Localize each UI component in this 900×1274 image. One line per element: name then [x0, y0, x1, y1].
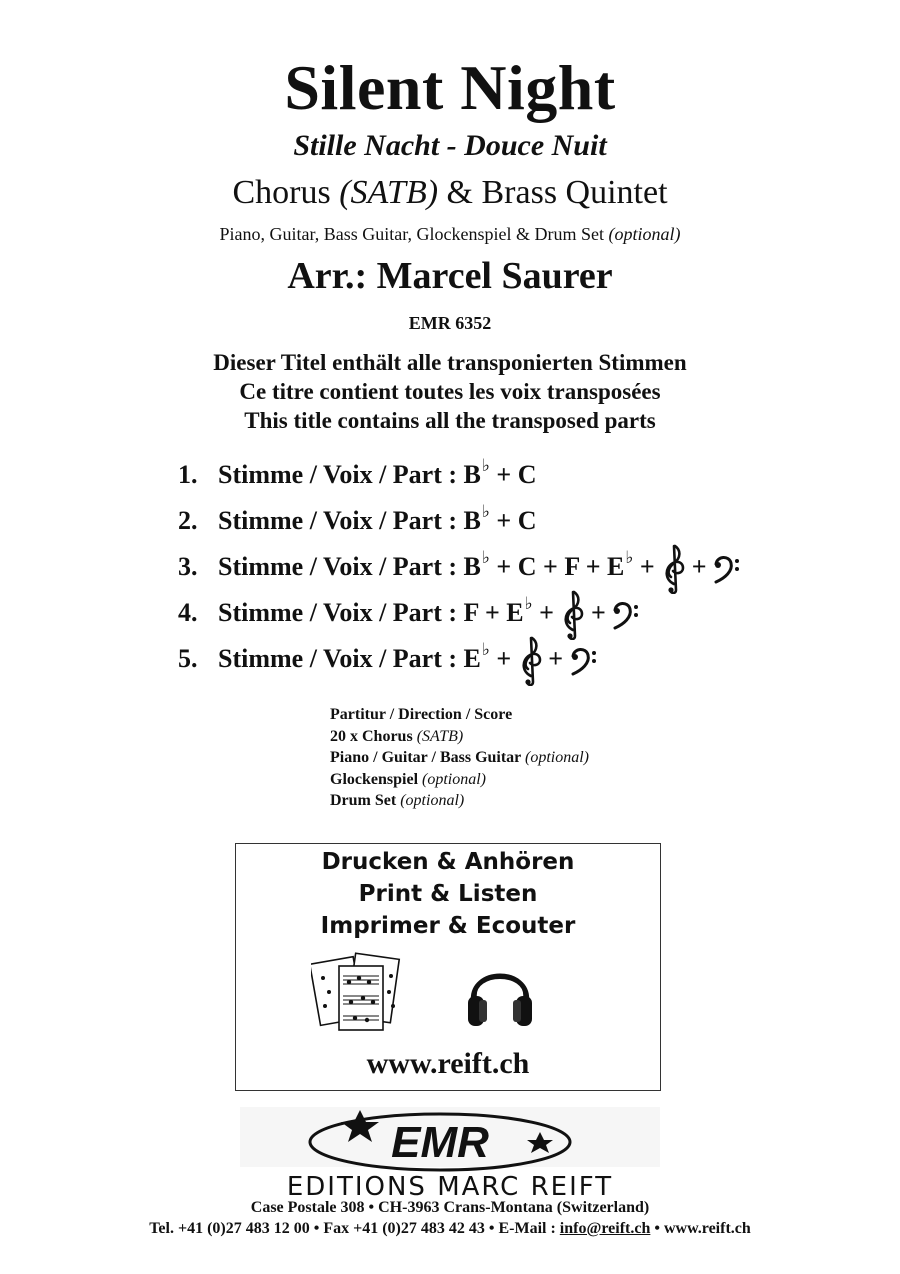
contents-drums [330, 790, 589, 812]
emr-logo [240, 1102, 660, 1172]
chorus-text: 20 x Chorus [330, 727, 417, 745]
instruments-line [0, 222, 900, 246]
part-key: B [463, 552, 481, 581]
contact-phone: Tel. +41 (0)27 483 12 00 • Fax +41 (0)27 483 42 43 • E-Mail : [149, 1220, 560, 1237]
arranger: Arr.: Marcel Saurer [287, 255, 613, 297]
scoring-suffix: & Brass Quintet [438, 174, 668, 211]
part-key: + C + F + E [489, 552, 625, 581]
scoring [0, 172, 900, 214]
emr-logo-text: EMR [391, 1118, 489, 1167]
instruments-optional: (optional) [608, 224, 681, 244]
bass-clef-icon [612, 600, 640, 630]
contents-glockenspiel [330, 769, 589, 791]
treble-clef-icon [518, 636, 542, 686]
part-key: F + E [463, 598, 524, 627]
notice-en: This title contains all the transposed parts [244, 408, 656, 433]
flat-icon: ♭ [524, 594, 533, 613]
part-row-3 [178, 544, 878, 590]
optional-label: (optional) [422, 770, 487, 788]
publisher-address: Case Postale 308 • CH-3963 Crans-Montana (Switzerland) [250, 1199, 650, 1216]
part-label: Stimme / Voix / Part : [218, 460, 458, 489]
part-number: 3. [178, 552, 198, 581]
scoring-prefix: Chorus [232, 174, 340, 211]
part-label: Stimme / Voix / Part : [218, 506, 458, 535]
treble-clef-icon [560, 590, 584, 640]
part-key: + [584, 598, 613, 627]
catalog-code: EMR 6352 [408, 313, 492, 333]
publisher-contact [0, 1219, 900, 1239]
headphones-icon [464, 954, 536, 1032]
part-key: E [463, 644, 481, 673]
piano-text: Piano / Guitar / Bass Guitar [330, 749, 525, 766]
part-label: Stimme / Voix / Part : [218, 598, 458, 627]
part-key: + [541, 644, 570, 673]
flat-icon: ♭ [481, 548, 490, 567]
promo-line-de: Drucken & Anhören [321, 849, 575, 875]
page-title: Silent Night [284, 52, 616, 123]
part-key: + [633, 552, 662, 581]
contents-chorus [330, 726, 589, 748]
subtitle: Stille Nacht - Douce Nuit [293, 129, 607, 162]
part-key: B [463, 506, 481, 535]
publisher-name: EDITIONS MARC REIFT [286, 1172, 614, 1202]
notice-de: Dieser Titel enthält alle transponierten Stimmen [213, 350, 687, 375]
part-label: Stimme / Voix / Part : [218, 644, 458, 673]
part-row-2 [178, 498, 878, 544]
chorus-satb: (SATB) [416, 727, 464, 745]
scoring-satb: (SATB) [339, 174, 439, 211]
part-row-1 [178, 452, 878, 498]
instruments-text: Piano, Guitar, Bass Guitar, Glockenspiel & Drum Set [219, 224, 604, 244]
optional-label: (optional) [400, 792, 465, 809]
promo-line-en: Print & Listen [358, 881, 538, 907]
part-row-4 [178, 590, 878, 636]
treble-clef-icon [661, 544, 685, 594]
part-row-5 [178, 636, 878, 682]
optional-label: (optional) [525, 749, 589, 766]
email-link[interactable]: info@reift.ch [559, 1220, 651, 1237]
part-key: + C [489, 460, 537, 489]
transposed-notice [0, 348, 900, 435]
sheet-music-icon [311, 952, 421, 1036]
flat-icon: ♭ [481, 456, 490, 475]
part-number: 5. [178, 644, 198, 673]
notice-fr: Ce titre contient toutes les voix transposées [239, 379, 661, 404]
part-number: 2. [178, 506, 198, 535]
promo-box [235, 843, 661, 1091]
bass-clef-icon [713, 554, 741, 584]
part-key: + [685, 552, 714, 581]
parts-list [178, 452, 878, 682]
drums-text: Drum Set [330, 792, 401, 809]
contents-list [330, 704, 589, 812]
contact-web: • www.reift.ch [650, 1220, 751, 1237]
part-key: + [532, 598, 561, 627]
part-label: Stimme / Voix / Part : [218, 552, 458, 581]
contents-score: Partitur / Direction / Score [330, 706, 513, 723]
part-number: 4. [178, 598, 198, 627]
part-number: 1. [178, 460, 198, 489]
part-key: B [463, 460, 481, 489]
contents-piano [330, 747, 589, 769]
flat-icon: ♭ [625, 548, 634, 567]
bass-clef-icon [570, 646, 598, 676]
part-key: + [489, 644, 518, 673]
website-url[interactable]: www.reift.ch [366, 1047, 530, 1080]
part-key: + C [489, 506, 537, 535]
flat-icon: ♭ [481, 640, 490, 659]
glocken-text: Glockenspiel [330, 770, 423, 788]
promo-line-fr: Imprimer & Ecouter [320, 913, 576, 939]
flat-icon: ♭ [481, 502, 490, 521]
